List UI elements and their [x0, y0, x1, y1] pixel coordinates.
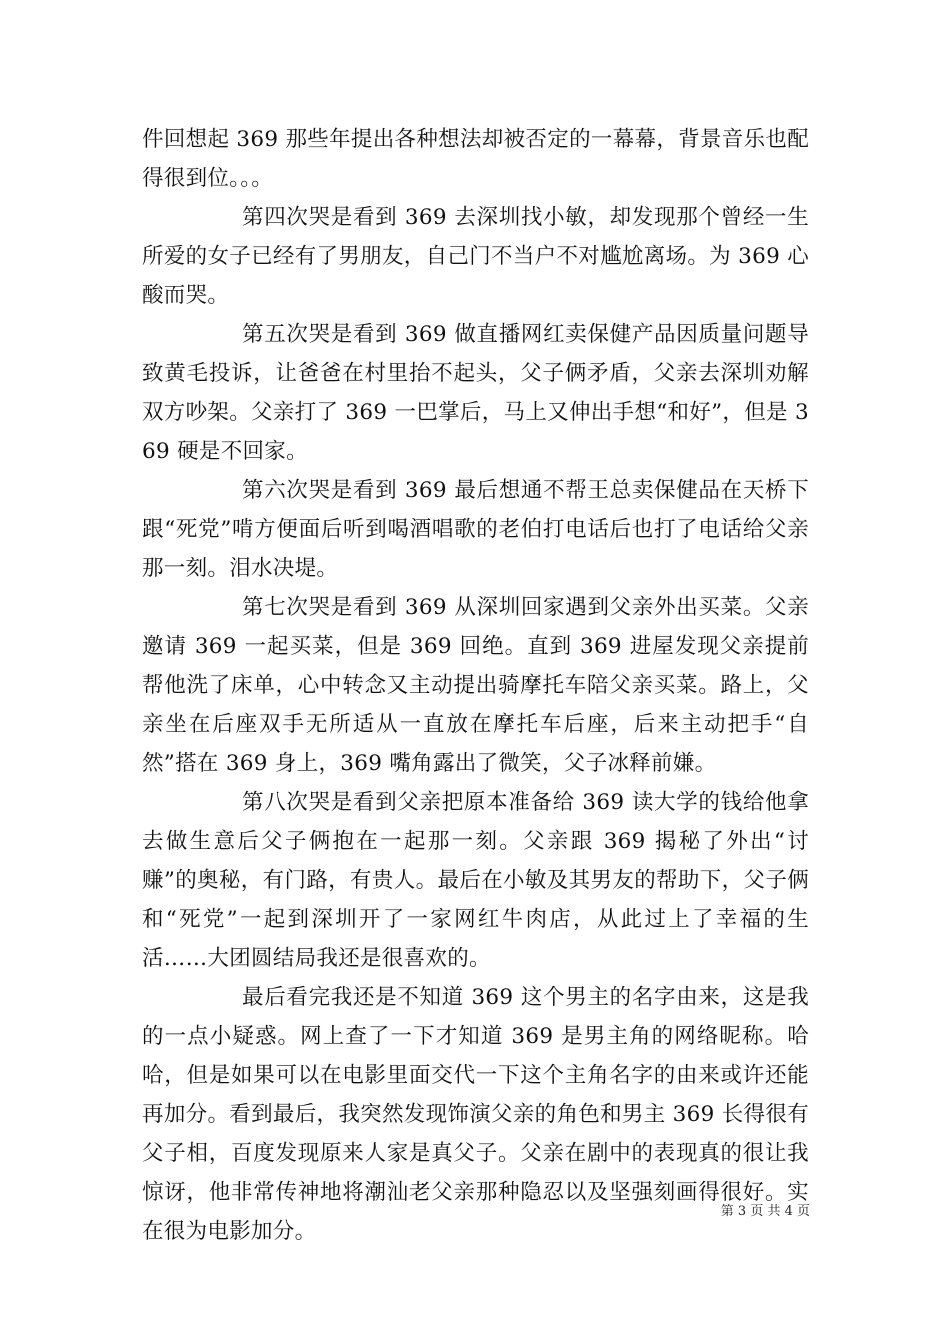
paragraph-conclusion: 最后看完我还是不知道 369 这个男主的名字由来，这是我的一点小疑惑。网上查了一下才知道 369 是男主角的网络昵称。哈哈，但是如果可以在电影里面交代一下这个主角名字的由来或许还能再加分。看到最后，我突然发现饰演父亲的角色和男主 369 长得很有父子相，百度发现原来人家是真父子。父亲在剧中的表现真的很让我惊讶，他非常传神地将潮汕老父亲那种隐忍以及坚强刻画得很好。实在很为电影加分。 [142, 985, 809, 1244]
body-text [142, 120, 809, 1251]
paragraph-eighth-cry: 第八次哭是看到父亲把原本准备给 369 读大学的钱给他拿去做生意后父子俩抱在一起那一刻。父亲跟 369 揭秘了外出“讨赚”的奥秘，有门路，有贵人。最后在小敏及其男友的帮助下，父子俩和“死党”一起到深圳开了一家网红牛肉店，从此过上了幸福的生活……大团圆结局我还是很喜欢的。 [142, 790, 809, 971]
page-number-footer: 第 3 页 共 4 页 [720, 1204, 810, 1219]
paragraph-fourth-cry: 第四次哭是看到 369 去深圳找小敏，却发现那个曾经一生所爱的女子已经有了男朋友，自己门不当户不对尴尬离场。为 369 心酸而哭。 [142, 205, 809, 308]
paragraph-sixth-cry: 第六次哭是看到 369 最后想通不帮王总卖保健品在天桥下跟“死党”啃方便面后听到喝酒唱歌的老伯打电话后也打了电话给父亲那一刻。泪水决堤。 [142, 478, 809, 581]
paragraph-seventh-cry: 第七次哭是看到 369 从深圳回家遇到父亲外出买菜。父亲邀请 369 一起买菜，但是 369 回绝。直到 369 进屋发现父亲提前帮他洗了床单，心中转念又主动提出骑摩托车陪父亲买菜。路上，父亲坐在后座双手无所适从一直放在摩托车后座，后来主动把手“自然”搭在 369 身上，369 嘴角露出了微笑，父子冰释前嫌。 [142, 595, 809, 776]
paragraph-continuation: 件回想起 369 那些年提出各种想法却被否定的一幕幕，背景音乐也配得很到位。。。 [142, 127, 809, 191]
paragraph-fifth-cry: 第五次哭是看到 369 做直播网红卖保健产品因质量问题导致黄毛投诉，让爸爸在村里抬不起头，父子俩矛盾，父亲去深圳劝解双方吵架。父亲打了 369 一巴掌后，马上又伸出手想“和好”，但是 369 硬是不回家。 [142, 322, 809, 464]
